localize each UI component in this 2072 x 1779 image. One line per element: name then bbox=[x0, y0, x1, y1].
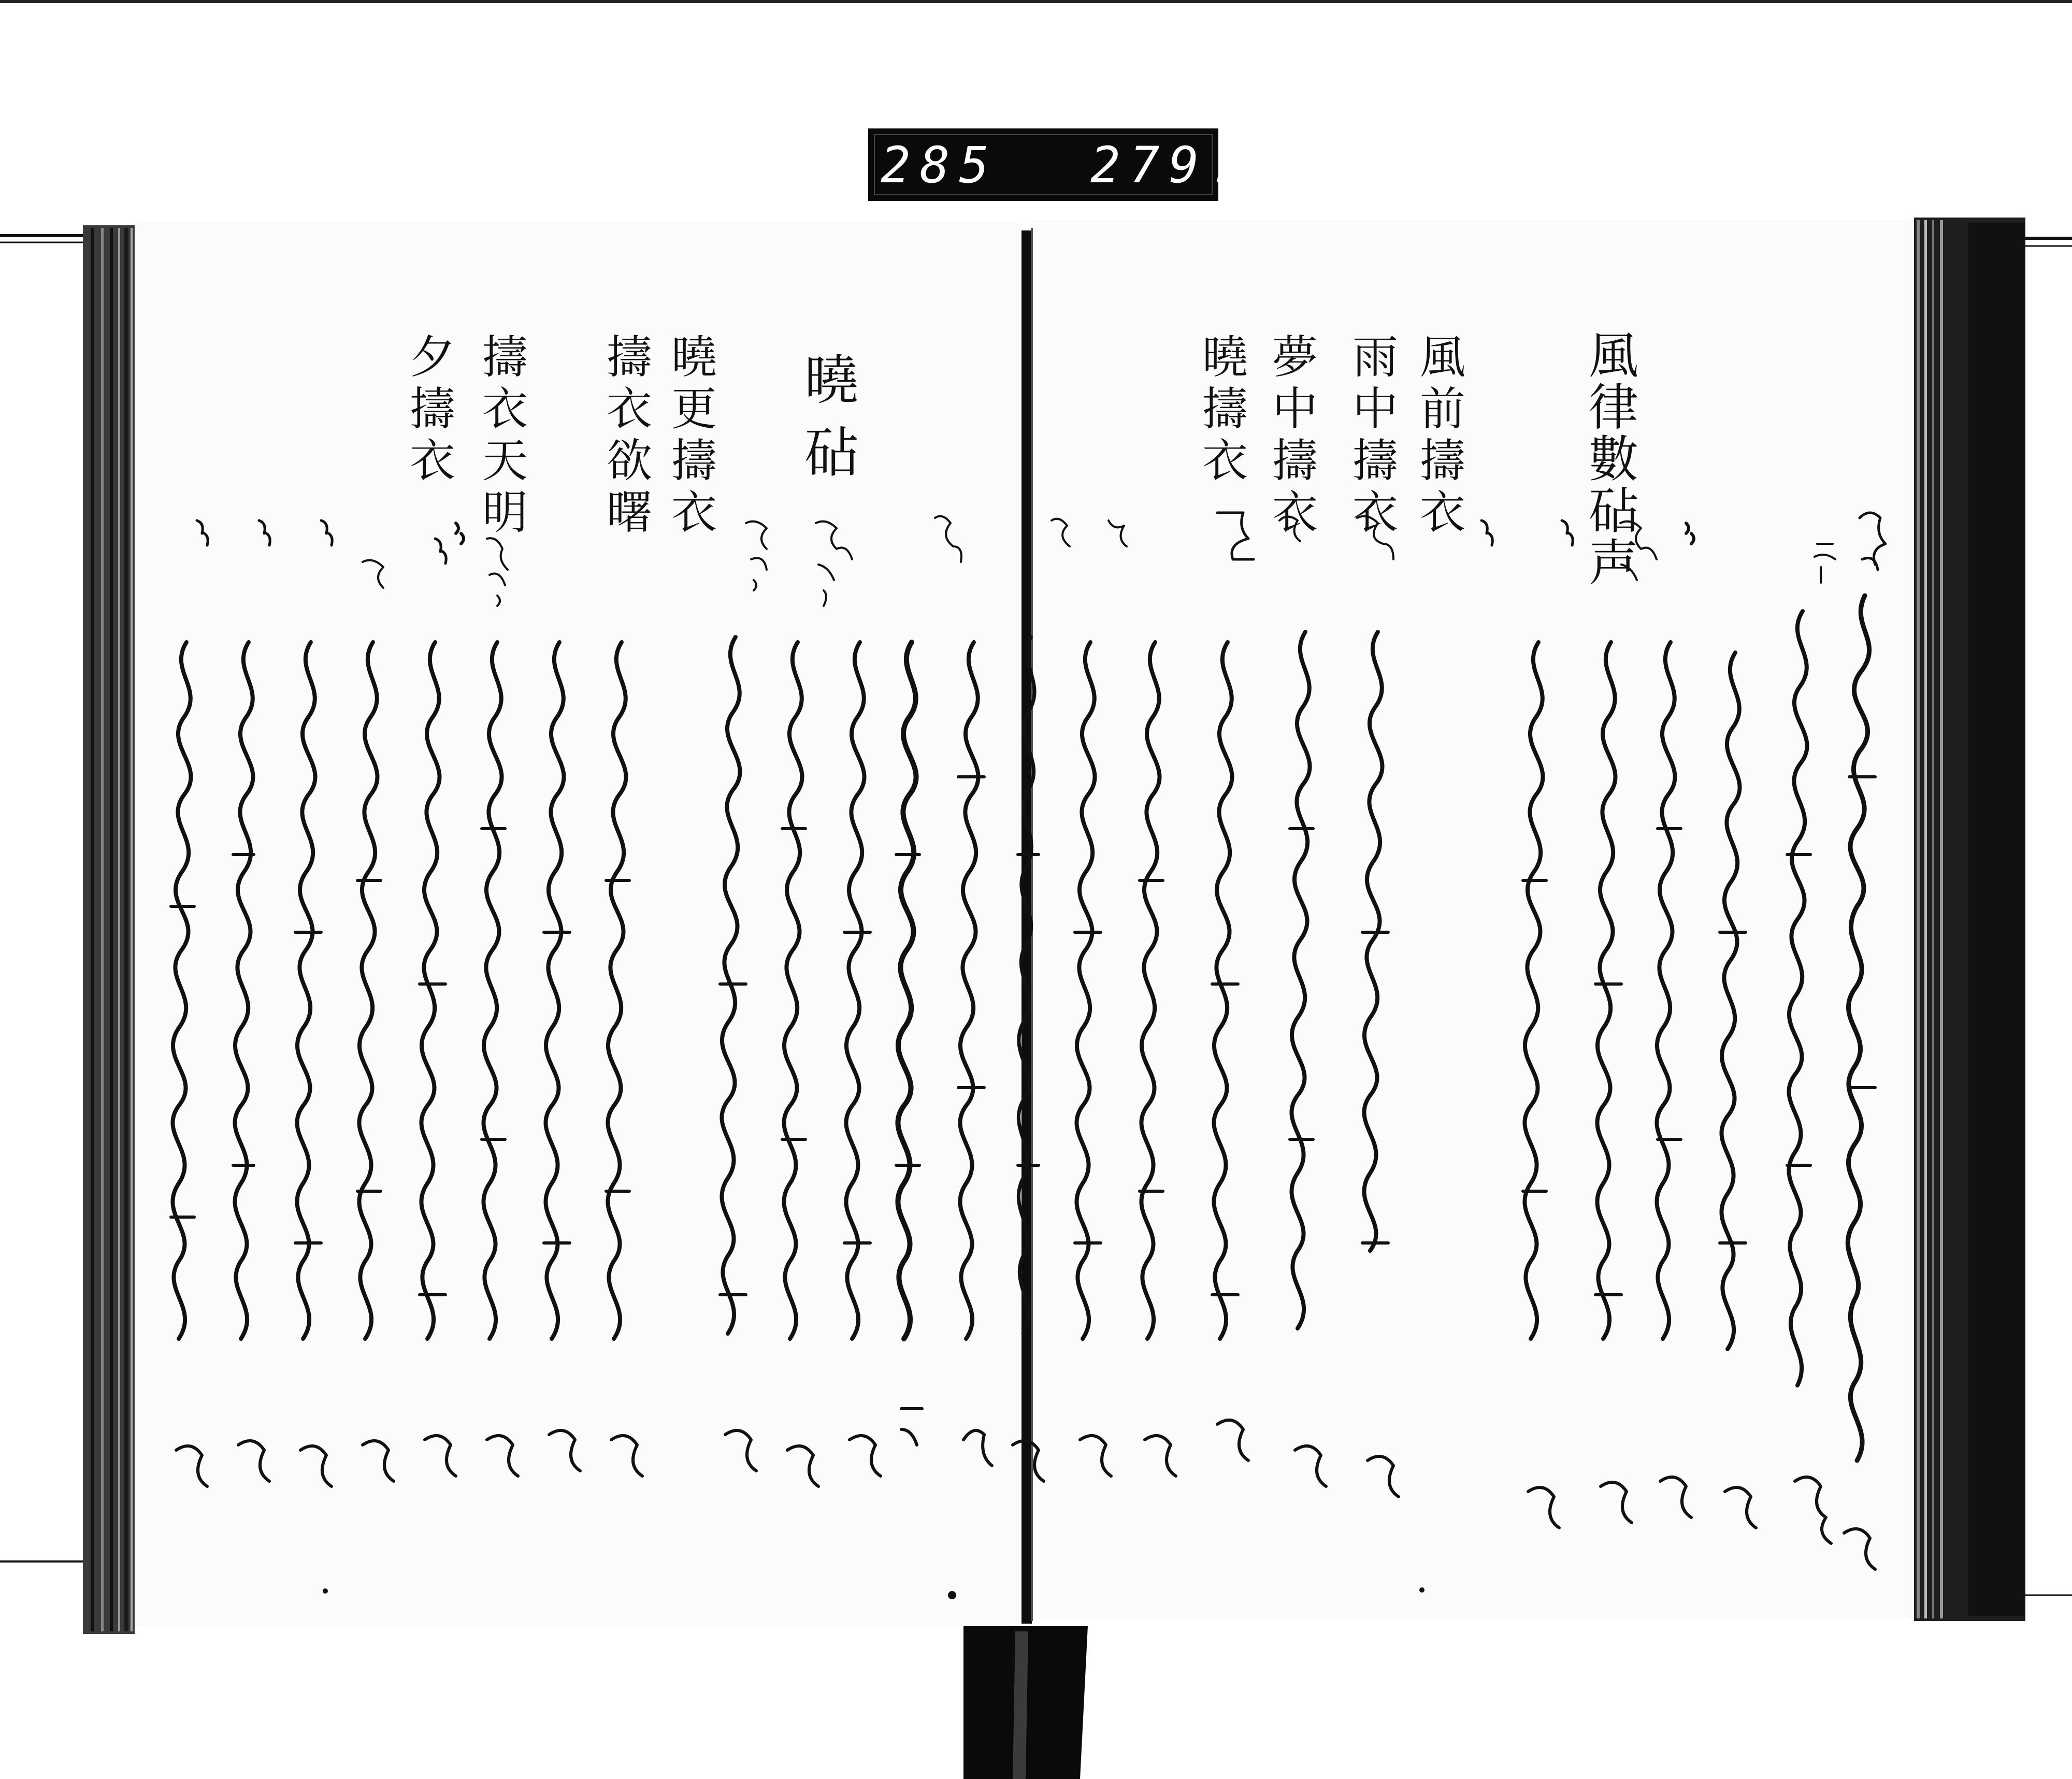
right-heading-1: 風前擣衣 bbox=[1419, 330, 1466, 539]
right-page bbox=[1031, 220, 1914, 1618]
right-heading-3: 夢中擣衣 bbox=[1272, 330, 1318, 539]
left-heading-1: 曉更擣衣 bbox=[671, 330, 717, 539]
left-page-edges bbox=[83, 225, 135, 1634]
right-section-title bbox=[1589, 327, 1638, 592]
right-heading-2: 雨中擣衣 bbox=[1352, 330, 1399, 539]
right-heading-4: 曉擣衣 bbox=[1202, 330, 1248, 487]
left-page bbox=[136, 223, 1021, 1626]
frame-number-left: 285 bbox=[881, 136, 999, 194]
frame-number-label bbox=[868, 128, 1247, 201]
left-heading-2: 擣衣欲曙 bbox=[606, 330, 653, 539]
right-page-edges bbox=[1914, 218, 2025, 1621]
left-heading-4: 夕擣衣 bbox=[409, 330, 456, 487]
right-section-title-text: 風律數砧声 bbox=[1589, 327, 1638, 592]
left-section-title-text: 曉砧 bbox=[804, 349, 859, 484]
top-border bbox=[0, 0, 2072, 3]
frame-number-right: 279. bbox=[1090, 136, 1248, 194]
left-heading-3: 擣衣天明 bbox=[482, 330, 528, 539]
